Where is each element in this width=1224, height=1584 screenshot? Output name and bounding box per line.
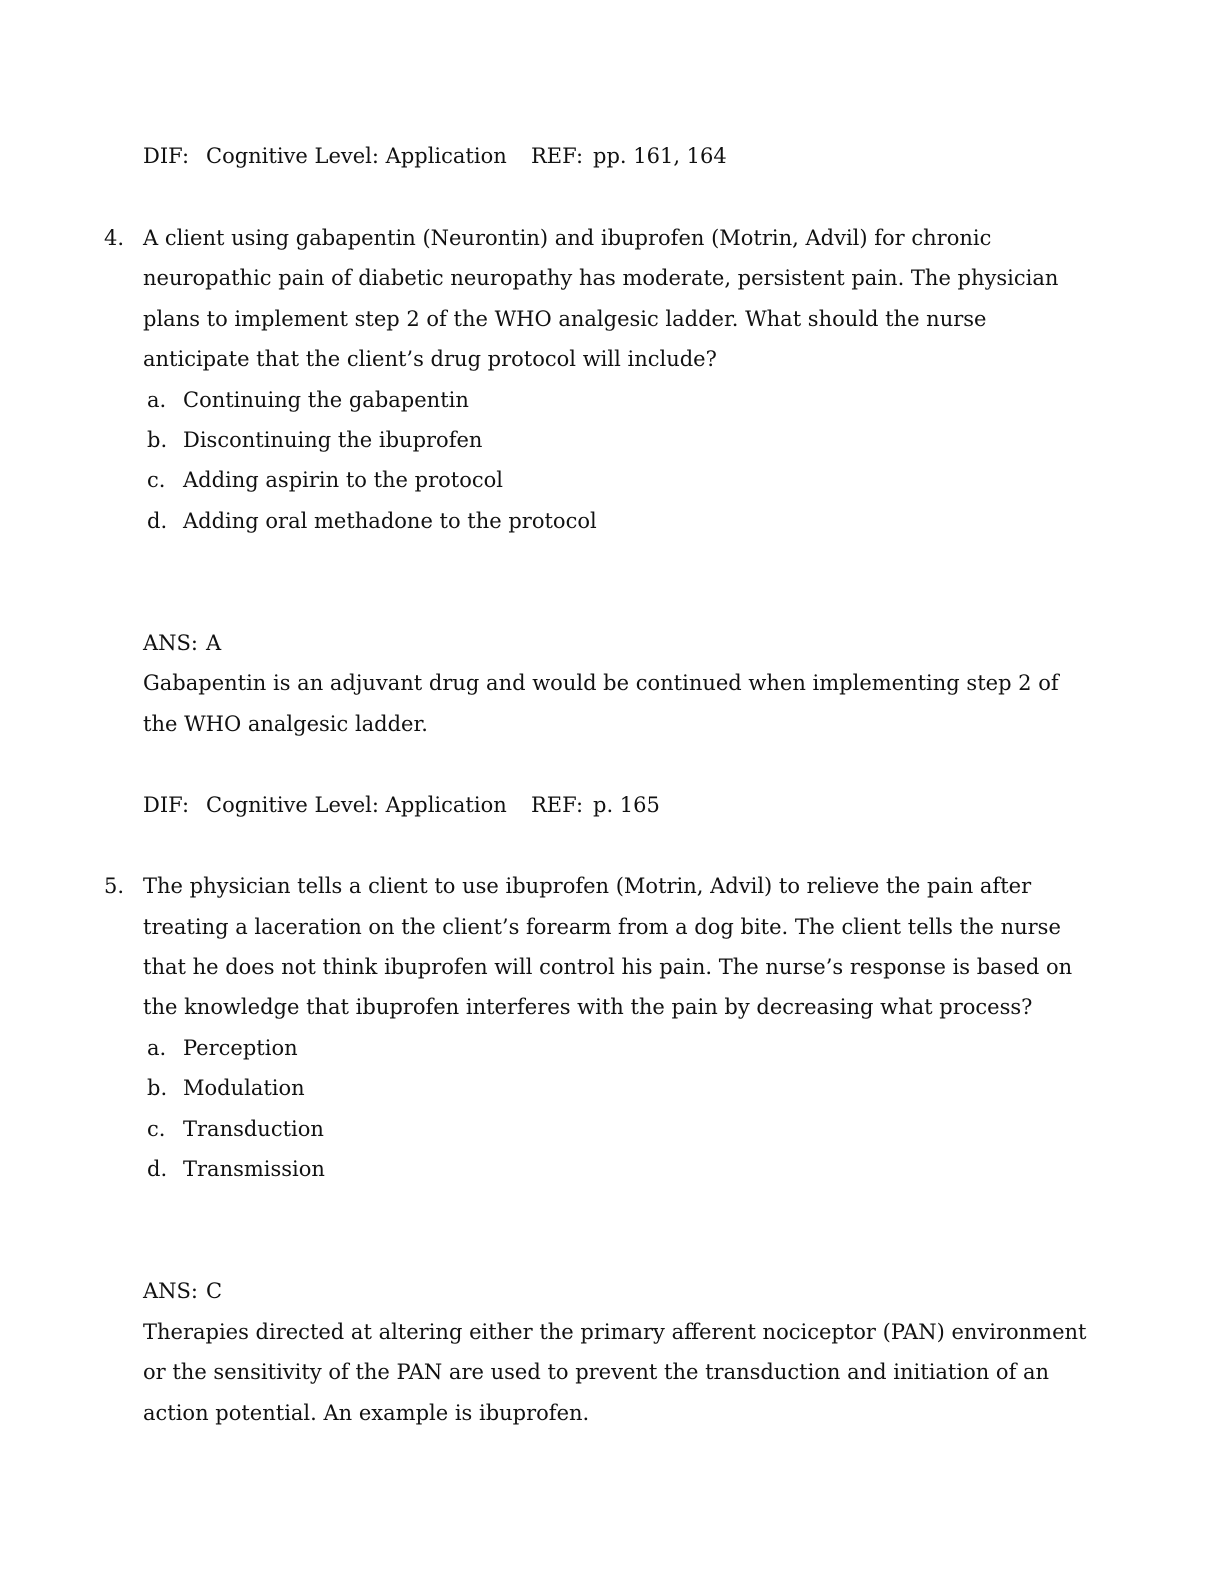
option-letter: b.	[147, 428, 168, 452]
dif-label: DIF:	[143, 793, 190, 817]
rationale-line: Therapies directed at altering either the primary afferent nociceptor (PAN) environment	[143, 1320, 1087, 1344]
question-stem-line: plans to implement step 2 of the WHO analgesic ladder. What should the nurse	[143, 307, 987, 331]
answer-label: ANS:	[143, 631, 199, 655]
option-text: Adding oral methadone to the protocol	[183, 509, 597, 533]
ref-label: REF:	[531, 793, 584, 817]
option-text: Modulation	[183, 1076, 305, 1100]
question-stem-line: the knowledge that ibuprofen interferes with the pain by decreasing what process?	[143, 995, 1033, 1019]
rationale-line: Gabapentin is an adjuvant drug and would be continued when implementing step 2 of	[143, 671, 1059, 695]
option-text: Transmission	[183, 1157, 325, 1181]
answer-label: ANS:	[143, 1279, 199, 1303]
question-stem-line: anticipate that the client’s drug protocol will include?	[143, 347, 717, 371]
question-stem-line: The physician tells a client to use ibuprofen (Motrin, Advil) to relieve the pain after	[143, 874, 1032, 898]
rationale-line: or the sensitivity of the PAN are used to prevent the transduction and initiation of an	[143, 1360, 1050, 1384]
option-letter: a.	[147, 1036, 167, 1060]
option-letter: c.	[147, 1117, 166, 1141]
question-stem-line: treating a laceration on the client’s forearm from a dog bite. The client tells the nurse	[143, 915, 1061, 939]
rationale-line: action potential. An example is ibuprofen.	[143, 1401, 590, 1425]
option-text: Transduction	[183, 1117, 324, 1141]
answer-value: C	[206, 1279, 223, 1303]
ref-value: pp. 161, 164	[593, 144, 727, 168]
dif-label: DIF:	[143, 144, 190, 168]
question-number: 5.	[104, 874, 125, 898]
question-stem-line: that he does not think ibuprofen will control his pain. The nurse’s response is based on	[143, 955, 1073, 979]
ref-label: REF:	[531, 144, 584, 168]
dif-value: Cognitive Level: Application	[206, 793, 507, 817]
option-letter: b.	[147, 1076, 168, 1100]
dif-value: Cognitive Level: Application	[206, 144, 507, 168]
answer-value: A	[206, 631, 222, 655]
rationale-line: the WHO analgesic ladder.	[143, 712, 428, 736]
question-stem-line: A client using gabapentin (Neurontin) and ibuprofen (Motrin, Advil) for chronic	[143, 226, 992, 250]
option-text: Adding aspirin to the protocol	[183, 468, 503, 492]
option-letter: c.	[147, 468, 166, 492]
option-letter: d.	[147, 509, 168, 533]
option-letter: a.	[147, 388, 167, 412]
option-text: Discontinuing the ibuprofen	[183, 428, 483, 452]
option-text: Continuing the gabapentin	[183, 388, 469, 412]
question-number: 4.	[104, 226, 125, 250]
option-text: Perception	[183, 1036, 298, 1060]
option-letter: d.	[147, 1157, 168, 1181]
question-stem-line: neuropathic pain of diabetic neuropathy has moderate, persistent pain. The physician	[143, 266, 1059, 290]
ref-value: p. 165	[593, 793, 660, 817]
